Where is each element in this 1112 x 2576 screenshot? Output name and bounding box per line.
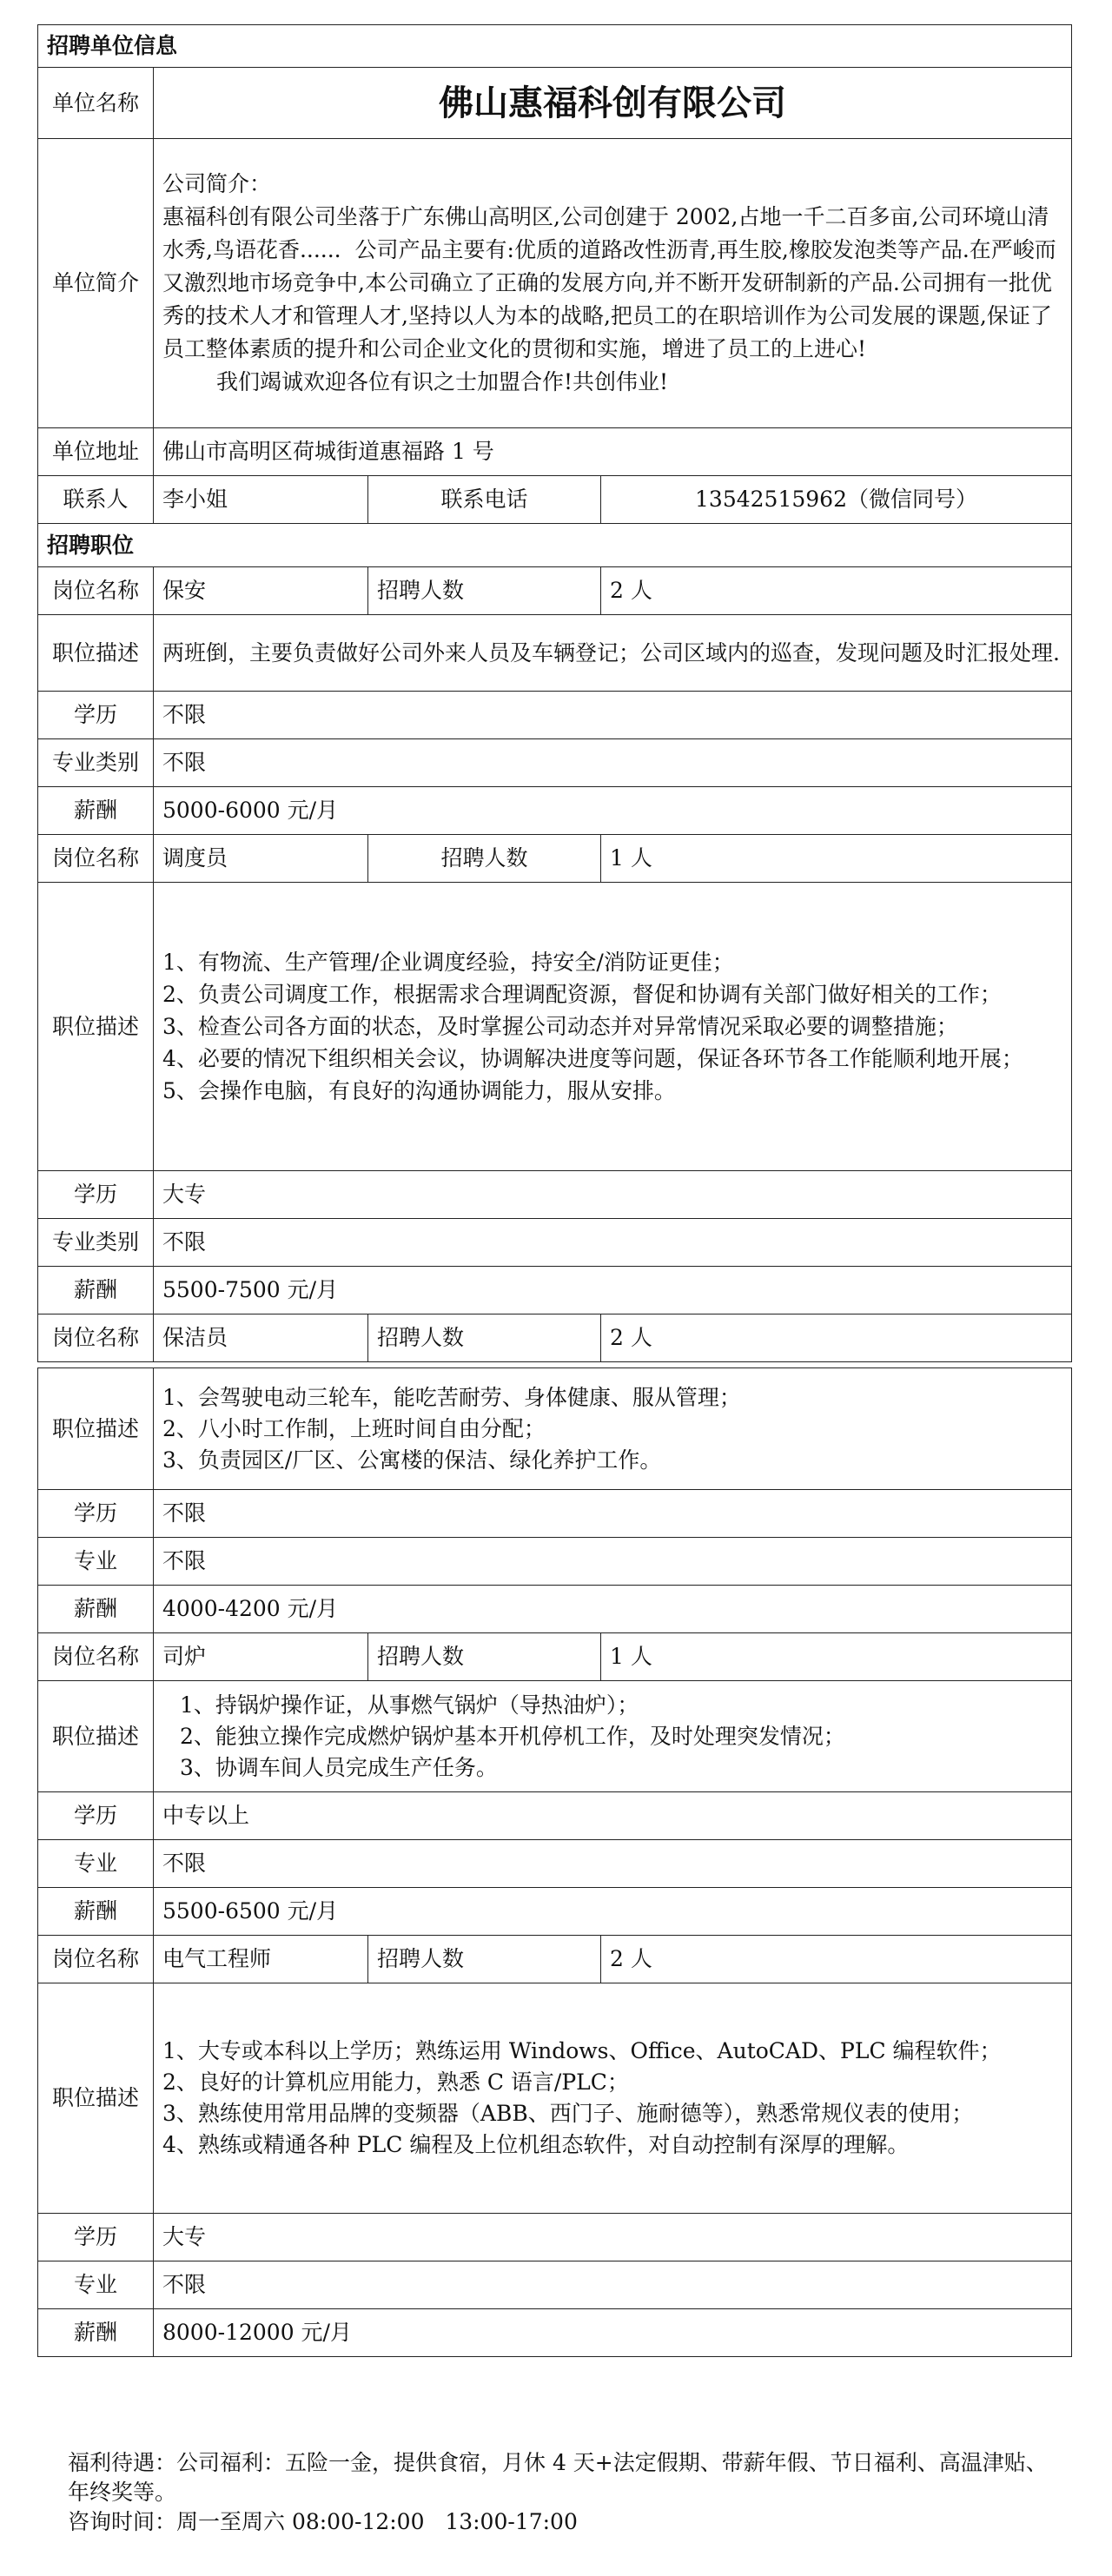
label-unit-intro: 单位简介 bbox=[38, 139, 154, 428]
job-desc-line: 1、会驾驶电动三轮车，能吃苦耐劳、身体健康、服从管理； bbox=[162, 1384, 741, 1410]
label-position-name: 岗位名称 bbox=[38, 1633, 154, 1681]
label-job-desc: 职位描述 bbox=[38, 883, 154, 1171]
label-salary: 薪酬 bbox=[38, 1888, 154, 1936]
job-desc-line: 两班倒，主要负责做好公司外来人员及车辆登记；公司区域内的巡查，发现问题及时汇报处理. bbox=[162, 639, 1060, 666]
salary-value: 5500-6500 元/月 bbox=[154, 1888, 1072, 1936]
label-headcount: 招聘人数 bbox=[368, 1936, 601, 1983]
label-position-name: 岗位名称 bbox=[38, 1936, 154, 1983]
recruitment-sheet bbox=[37, 24, 1071, 2357]
job-desc bbox=[154, 1368, 1072, 1490]
label-education: 学历 bbox=[38, 692, 154, 739]
label-unit-address: 单位地址 bbox=[38, 428, 154, 476]
section-title-company: 招聘单位信息 bbox=[38, 25, 1072, 68]
label-major-category: 专业类别 bbox=[38, 739, 154, 787]
footer-notes bbox=[68, 2448, 1067, 2537]
job-desc-line: 2、良好的计算机应用能力，熟悉 C 语言/PLC； bbox=[162, 2069, 629, 2095]
consult-hours: 咨询时间：周一至周六 08:00-12:00 13:00-17:00 bbox=[68, 2509, 578, 2534]
label-contact-person: 联系人 bbox=[38, 476, 154, 524]
major-value: 不限 bbox=[154, 739, 1072, 787]
label-job-desc: 职位描述 bbox=[38, 1983, 154, 2214]
position-name: 司炉 bbox=[154, 1633, 368, 1681]
position-name: 保洁员 bbox=[154, 1314, 368, 1362]
label-major-category: 专业类别 bbox=[38, 1219, 154, 1267]
headcount-value: 1 人 bbox=[601, 835, 1072, 883]
job-desc-line: 4、熟练或精通各种 PLC 编程及上位机组态软件，对自动控制有深厚的理解。 bbox=[162, 2132, 910, 2157]
job-desc bbox=[154, 1983, 1072, 2214]
label-major: 专业 bbox=[38, 2261, 154, 2309]
label-salary: 薪酬 bbox=[38, 787, 154, 835]
label-unit-name: 单位名称 bbox=[38, 68, 154, 139]
job-desc bbox=[154, 615, 1072, 692]
major-value: 不限 bbox=[154, 1219, 1072, 1267]
major-value: 不限 bbox=[154, 1538, 1072, 1586]
label-major: 专业 bbox=[38, 1840, 154, 1888]
salary-value: 5000-6000 元/月 bbox=[154, 787, 1072, 835]
education-value: 中专以上 bbox=[154, 1792, 1072, 1840]
label-headcount: 招聘人数 bbox=[368, 567, 601, 615]
intro-closing: 我们竭诚欢迎各位有识之士加盟合作!共创伟业! bbox=[216, 369, 669, 394]
label-headcount: 招聘人数 bbox=[368, 835, 601, 883]
contact-person: 李小姐 bbox=[154, 476, 368, 524]
label-salary: 薪酬 bbox=[38, 1586, 154, 1633]
education-value: 不限 bbox=[154, 692, 1072, 739]
position-name: 保安 bbox=[154, 567, 368, 615]
label-job-desc: 职位描述 bbox=[38, 615, 154, 692]
label-major: 专业 bbox=[38, 1538, 154, 1586]
job-desc bbox=[154, 883, 1072, 1171]
label-headcount: 招聘人数 bbox=[368, 1633, 601, 1681]
label-headcount: 招聘人数 bbox=[368, 1314, 601, 1362]
education-value: 不限 bbox=[154, 1490, 1072, 1538]
education-value: 大专 bbox=[154, 2214, 1072, 2261]
headcount-value: 2 人 bbox=[601, 1314, 1072, 1362]
job-desc-line: 2、八小时工作制，上班时间自由分配； bbox=[162, 1415, 546, 1441]
salary-value: 4000-4200 元/月 bbox=[154, 1586, 1072, 1633]
salary-value: 8000-12000 元/月 bbox=[154, 2309, 1072, 2357]
company-address: 佛山市高明区荷城街道惠福路 1 号 bbox=[154, 428, 1072, 476]
label-position-name: 岗位名称 bbox=[38, 1314, 154, 1362]
job-desc-line: 4、必要的情况下组织相关会议，协调解决进度等问题，保证各环节各工作能顺利地开展； bbox=[162, 1046, 1023, 1071]
education-value: 大专 bbox=[154, 1171, 1072, 1219]
label-education: 学历 bbox=[38, 1792, 154, 1840]
major-value: 不限 bbox=[154, 1840, 1072, 1888]
position-name: 电气工程师 bbox=[154, 1936, 368, 1983]
salary-value: 5500-7500 元/月 bbox=[154, 1267, 1072, 1314]
job-desc-line: 1、有物流、生产管理/企业调度经验，持安全/消防证更佳； bbox=[162, 950, 734, 975]
headcount-value: 1 人 bbox=[601, 1633, 1072, 1681]
job-desc-line: 3、协调车间人员完成生产任务。 bbox=[180, 1754, 498, 1780]
headcount-value: 2 人 bbox=[601, 567, 1072, 615]
label-salary: 薪酬 bbox=[38, 1267, 154, 1314]
job-desc bbox=[154, 1681, 1072, 1792]
job-desc-line: 3、负责园区/厂区、公寓楼的保洁、绿化养护工作。 bbox=[162, 1447, 662, 1473]
company-intro bbox=[154, 139, 1072, 428]
intro-heading: 公司简介： bbox=[162, 171, 272, 196]
headcount-value: 2 人 bbox=[601, 1936, 1072, 1983]
contact-phone: 13542515962（微信同号） bbox=[601, 476, 1072, 524]
job-desc-line: 5、会操作电脑，有良好的沟通协调能力，服从安排。 bbox=[162, 1078, 676, 1103]
label-education: 学历 bbox=[38, 1490, 154, 1538]
label-job-desc: 职位描述 bbox=[38, 1681, 154, 1792]
job-desc-line: 3、熟练使用常用品牌的变频器（ABB、西门子、施耐德等），熟悉常规仪表的使用； bbox=[162, 2101, 974, 2126]
job-desc-line: 1、大专或本科以上学历；熟练运用 Windows、Office、AutoCAD、PLC 编程软件； bbox=[162, 2038, 1002, 2063]
major-value: 不限 bbox=[154, 2261, 1072, 2309]
recruitment-table bbox=[37, 24, 1072, 2357]
benefits-text: 福利待遇：公司福利：五险一金，提供食宿，月休 4 天+法定假期、带薪年假、节日福利、高温津贴、年终奖等。 bbox=[68, 2450, 1048, 2505]
job-desc-line: 1、持锅炉操作证，从事燃气锅炉（导热油炉）； bbox=[180, 1692, 639, 1718]
label-salary: 薪酬 bbox=[38, 2309, 154, 2357]
job-desc-line: 3、检查公司各方面的状态，及时掌握公司动态并对异常情况采取必要的调整措施； bbox=[162, 1014, 958, 1039]
label-education: 学历 bbox=[38, 1171, 154, 1219]
label-position-name: 岗位名称 bbox=[38, 567, 154, 615]
job-desc-line: 2、能独立操作完成燃炉锅炉基本开机停机工作，及时处理突发情况； bbox=[180, 1723, 845, 1749]
intro-body: 惠福科创有限公司坐落于广东佛山高明区,公司创建于 2002,占地一千二百多亩,公司环境山清水秀,鸟语花香...... 公司产品主要有:优质的道路改性沥青,再生胶,橡胶发泡类等产品.在严峻而又激烈地市场竞争中,本公司确立了正确的发展方向,并不断开发研制新的产品.公司拥有一批优秀的技术人才和管理人才,坚持以人为本的战略,把员工的在职培训作为公司发展的课题,保证了员工整体素质的提升和公司企业文化的贯彻和实施，增进了员工的上进心! bbox=[162, 204, 1056, 361]
job-desc-line: 2、负责公司调度工作，根据需求合理调配资源，督促和协调有关部门做好相关的工作； bbox=[162, 982, 1002, 1007]
label-contact-phone: 联系电话 bbox=[368, 476, 601, 524]
label-position-name: 岗位名称 bbox=[38, 835, 154, 883]
company-name: 佛山惠福科创有限公司 bbox=[154, 68, 1072, 139]
label-education: 学历 bbox=[38, 2214, 154, 2261]
section-title-positions: 招聘职位 bbox=[38, 524, 1072, 567]
position-name: 调度员 bbox=[154, 835, 368, 883]
label-job-desc: 职位描述 bbox=[38, 1368, 154, 1490]
